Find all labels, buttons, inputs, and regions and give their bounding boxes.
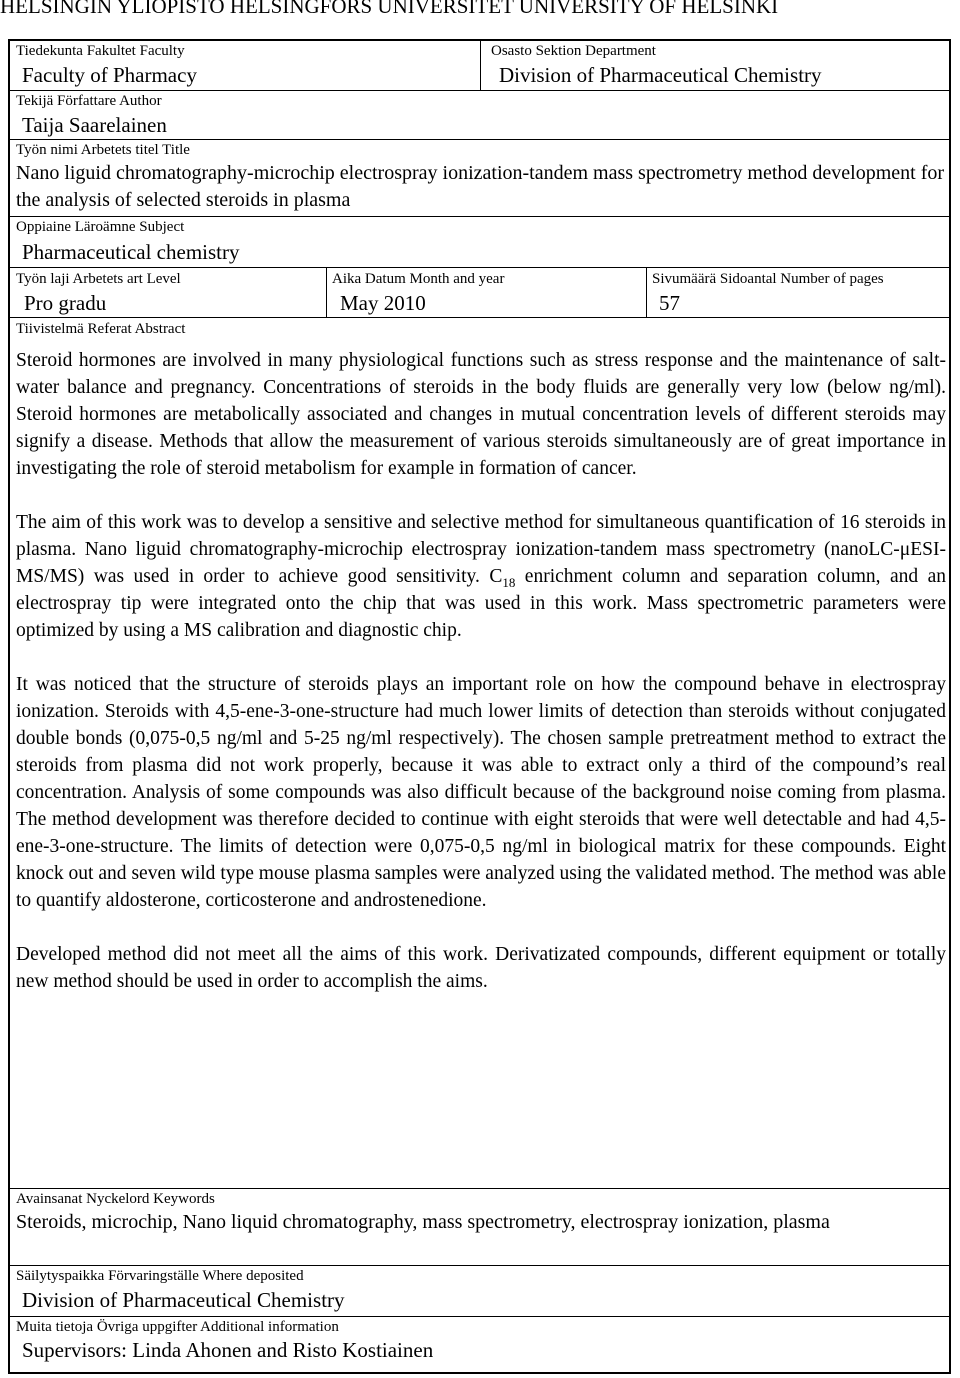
abstract-paragraph-2	[16, 509, 946, 644]
abstract-paragraph-1: Steroid hormones are involved in many physiological functions such as stress response and the maintenance of salt-water balance and pregnancy. Concentrations of steroids in the body fluids are generally very low (below ng/ml). Steroid hormones are metabolically associated and changes in mutual concentration levels of different steroids may signify a disease. Methods that allow the measurement of various steroids simultaneously are of great importance in investigating the role of steroid metabolism for example in formation of cancer.	[16, 350, 946, 479]
pages-label: Sivumäärä Sidoantal Number of pages	[652, 271, 884, 287]
divider-keywords	[10, 1188, 949, 1189]
level-value: Pro gradu	[24, 291, 107, 315]
level-label: Työn laji Arbetets art Level	[16, 271, 181, 287]
university-header: HELSINGIN YLIOPISTO HELSINGFORS UNIVERSITET UNIVERSITY OF HELSINKI	[0, 0, 779, 18]
department-value: Division of Pharmaceutical Chemistry	[499, 63, 822, 87]
title-label: Työn nimi Arbetets titel Title	[16, 142, 190, 158]
divider-additional	[10, 1316, 949, 1317]
deposited-value: Division of Pharmaceutical Chemistry	[22, 1288, 345, 1312]
deposited-label: Säilytyspaikka Förvaringställe Where deposited	[16, 1268, 304, 1284]
abstract-body	[16, 347, 946, 1022]
abstract-paragraph-3: It was noticed that the structure of steroids plays an important role on how the compound behave in electrospray ionization. Steroids with 4,5-ene-3-one-structure had much lower limits of detection than steroids without conjugated double bonds (0,075-0,5 ng/ml and 5-25 ng/ml respectively). The chosen sample pretreatment method to extract the steroids from plasma did not work properly, because it was able to extract only a third of the compound’s real concentration. Analysis of some compounds was also difficult because of the background noise coming from plasma. The method development was therefore decided to continue with eight steroids that were well detectable and had 4,5-ene-3-one-structure. The limits of detection were 0,075-0,5 ng/ml in biological matrix for these compounds. Eight knock out and seven wild type mouse plasma samples were analyzed using the validated method. The method was able to quantify aldosterone, corticosterone and androstenedione.	[16, 674, 946, 911]
date-value: May 2010	[340, 291, 426, 315]
faculty-value: Faculty of Pharmacy	[22, 63, 197, 87]
divider-deposited	[10, 1265, 949, 1266]
additional-label: Muita tietoja Övriga uppgifter Additional information	[16, 1319, 339, 1335]
keywords-value: Steroids, microchip, Nano liquid chromatography, mass spectrometry, electrospray ionization, plasma	[16, 1211, 830, 1233]
abstract-paragraph-4: Developed method did not meet all the aims of this work. Derivatizated compounds, different equipment or totally new method should be used in order to accomplish the aims.	[16, 944, 946, 992]
faculty-department-divider	[480, 41, 481, 90]
thesis-title: Nano liguid chromatography-microchip electrospray ionization-tandem mass spectrometry method development for the analysis of selected steroids in plasma	[16, 162, 945, 211]
author-label: Tekijä Författare Author	[16, 93, 162, 109]
level-date-divider	[326, 267, 327, 317]
abstract-p2-start: The aim of this work was to develop a sensitive and selective method for simultaneous quantification of 16 steroids in plasma. Nano liguid chromatography-microchip electrospray ionization-tandem mass spectrometry (nanoLC-μESI-MS/MS) was used in order to achieve good sensitivity. C	[16, 512, 946, 587]
divider-author	[10, 90, 949, 91]
date-pages-divider	[646, 267, 647, 317]
faculty-label: Tiedekunta Fakultet Faculty	[16, 43, 185, 59]
abstract-p2-end: enrichment column and separation column, and an electrospray tip were integrated onto the chip that was used in this work. Mass spectrometric parameters were optimized by using a MS calibration and diagnostic chip.	[16, 566, 946, 641]
additional-value: Supervisors: Linda Ahonen and Risto Kostiainen	[22, 1338, 434, 1362]
abstract-form	[8, 39, 951, 1374]
department-label: Osasto Sektion Department	[491, 43, 656, 59]
divider-title	[10, 139, 949, 140]
subject-label: Oppiaine Läroämne Subject	[16, 219, 185, 235]
abstract-label: Tiivistelmä Referat Abstract	[16, 321, 186, 337]
subject-value: Pharmaceutical chemistry	[22, 240, 240, 264]
pages-value: 57	[659, 291, 680, 315]
divider-subject	[10, 216, 949, 217]
divider-level	[10, 267, 949, 268]
date-label: Aika Datum Month and year	[332, 271, 505, 287]
author-value: Taija Saarelainen	[22, 113, 167, 137]
c18-subscript: 18	[502, 574, 516, 590]
divider-abstract	[10, 317, 949, 318]
keywords-label: Avainsanat Nyckelord Keywords	[16, 1191, 215, 1207]
